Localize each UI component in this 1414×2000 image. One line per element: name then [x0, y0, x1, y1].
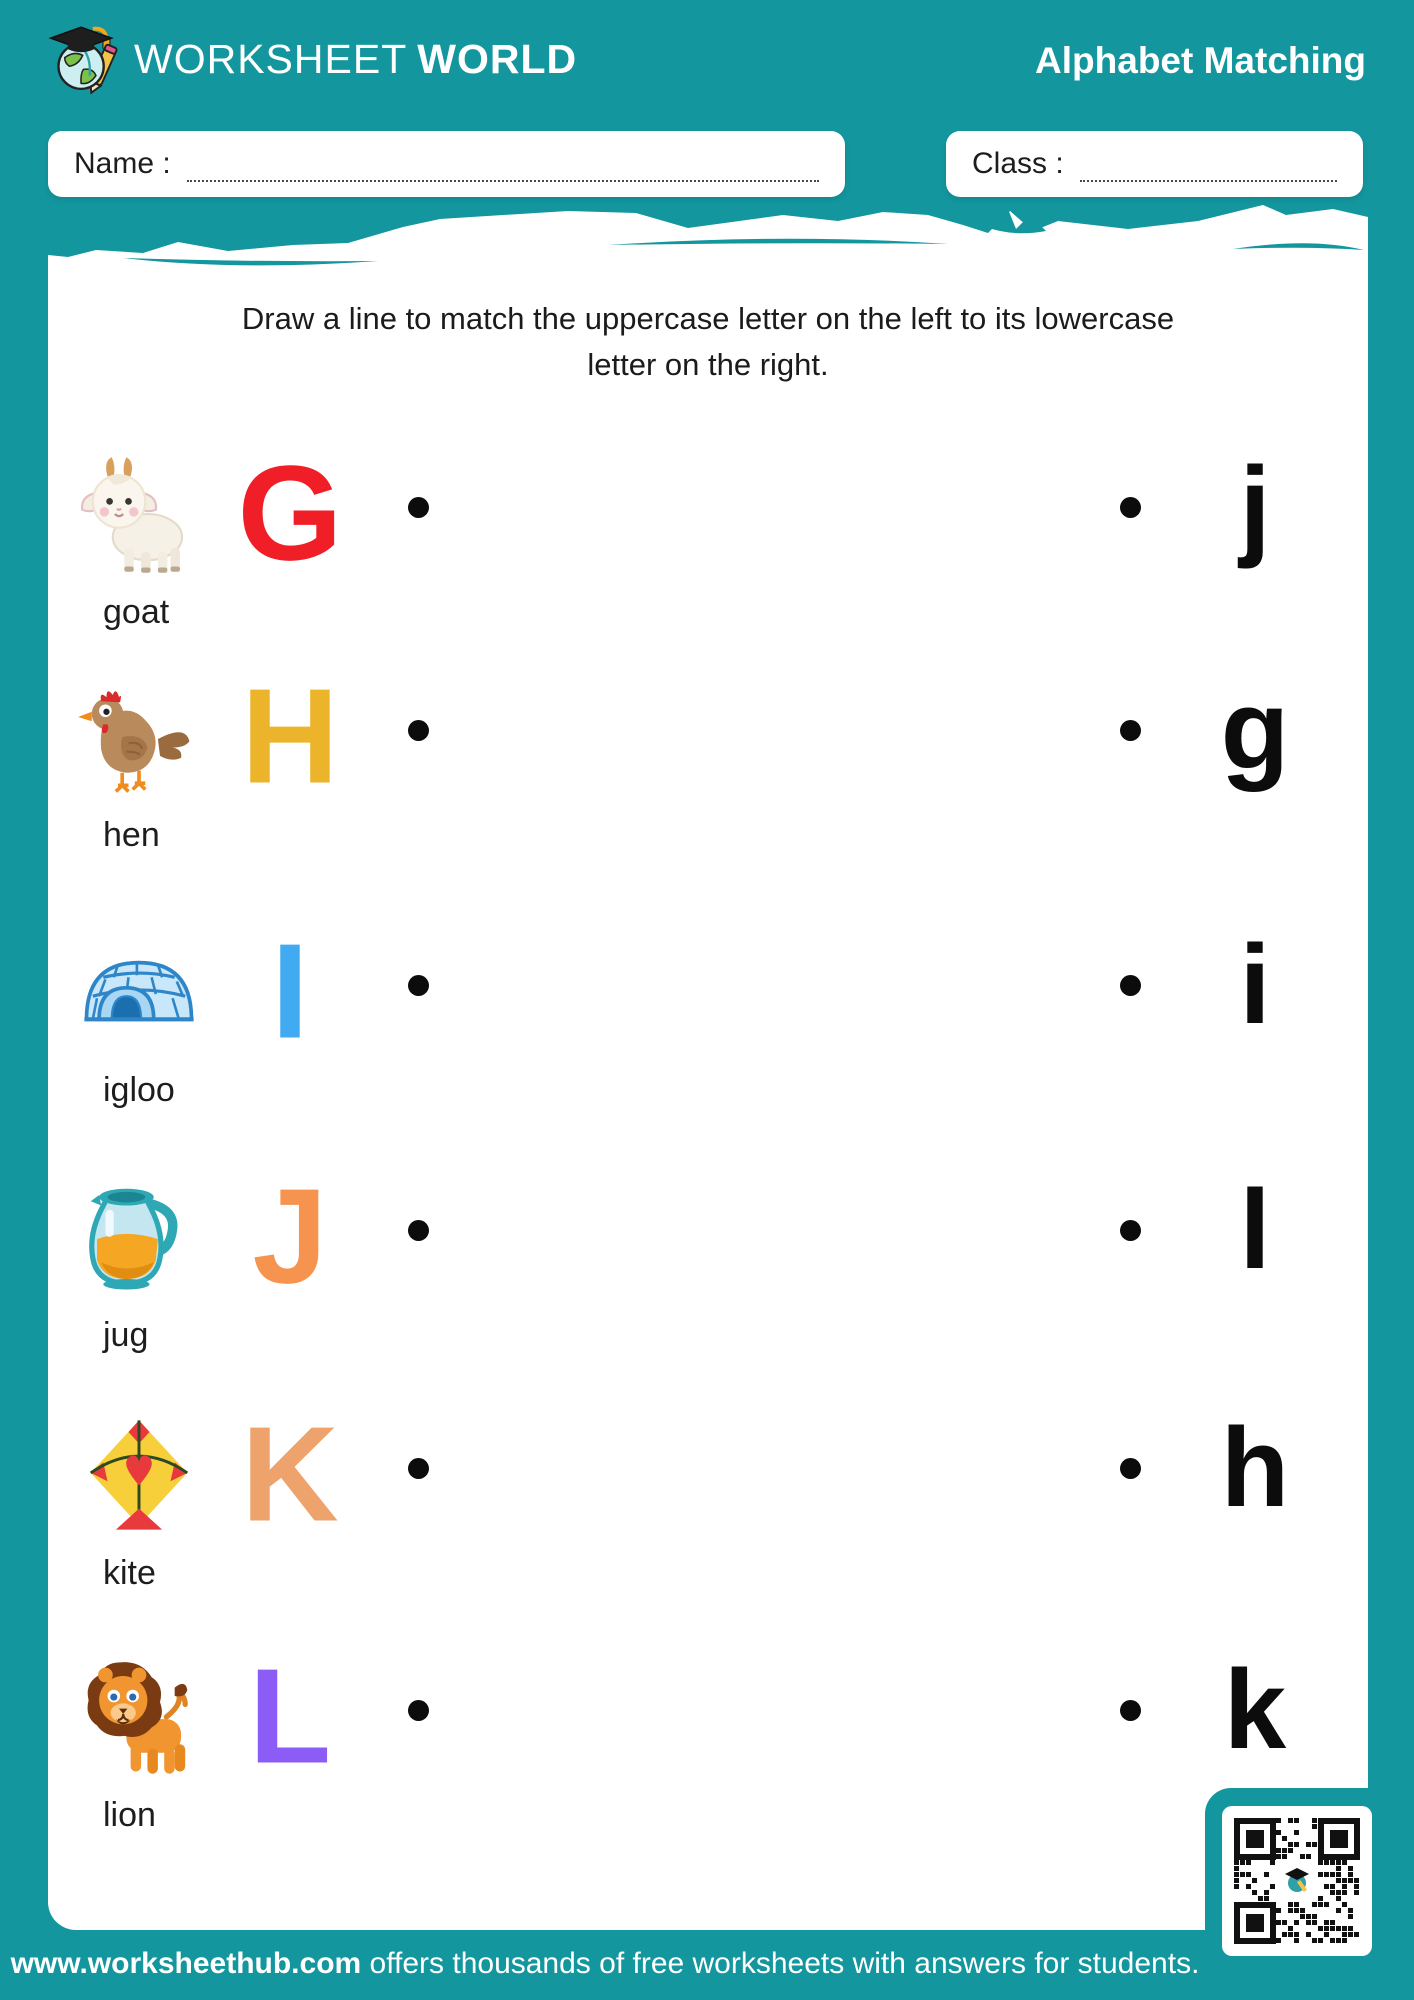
match-dot-right[interactable]: [1120, 1458, 1141, 1479]
lowercase-letter: g: [1220, 667, 1290, 792]
footer-text: [0, 1947, 1210, 1981]
match-dot-left[interactable]: [408, 975, 429, 996]
lowercase-letter: j: [1239, 444, 1271, 569]
match-dot-left[interactable]: [408, 1458, 429, 1479]
match-dot-left[interactable]: [408, 1700, 429, 1721]
row-word-label: hen: [103, 816, 160, 854]
class-input-line[interactable]: [1080, 146, 1337, 182]
lowercase-letter: l: [1239, 1167, 1271, 1292]
instructions-line1: Draw a line to match the uppercase letter on the left to its lowercase: [241, 301, 1175, 336]
match-dot-right[interactable]: [1120, 497, 1141, 518]
match-dot-left[interactable]: [408, 1220, 429, 1241]
brand-second: WORLD: [417, 36, 578, 82]
hen-illustration: [76, 674, 202, 800]
uppercase-letter: J: [252, 1160, 328, 1312]
row-word-label: lion: [103, 1796, 156, 1834]
instructions-line2: letter on the right.: [587, 346, 829, 382]
instructions: [108, 296, 1308, 388]
lowercase-letter: k: [1223, 1647, 1287, 1772]
qr-code: [1222, 1806, 1372, 1956]
brand-first: WORKSHEET: [134, 36, 408, 82]
row-word-label: igloo: [103, 1071, 175, 1109]
page-title: Alphabet Matching: [1035, 40, 1366, 81]
match-dot-right[interactable]: [1120, 720, 1141, 741]
uppercase-letter: H: [241, 660, 339, 812]
kite-illustration: [76, 1412, 202, 1538]
name-input-line[interactable]: [187, 146, 819, 182]
uppercase-letter: G: [237, 437, 343, 589]
worksheet-world-logo-icon: [46, 18, 124, 102]
qr-backdrop: [1205, 1788, 1414, 2000]
jug-illustration: [76, 1174, 202, 1300]
match-dot-right[interactable]: [1120, 1220, 1141, 1241]
row-word-label: goat: [103, 593, 170, 631]
qr-pattern: [1234, 1818, 1360, 1944]
name-field[interactable]: [48, 131, 845, 197]
class-label: Class :: [972, 147, 1064, 180]
match-dot-left[interactable]: [408, 720, 429, 741]
lowercase-letter: h: [1220, 1405, 1290, 1530]
row-word-label: jug: [103, 1316, 149, 1354]
uppercase-letter: L: [248, 1640, 332, 1792]
torn-paper-edge: [48, 195, 1368, 280]
lowercase-letter: i: [1239, 922, 1271, 1047]
uppercase-letter: K: [241, 1398, 339, 1550]
match-dot-right[interactable]: [1120, 975, 1141, 996]
igloo-illustration: [76, 929, 202, 1055]
footer-link[interactable]: www.worksheethub.com: [10, 1947, 362, 1980]
match-dot-left[interactable]: [408, 497, 429, 518]
brand-text: [134, 36, 577, 83]
goat-illustration: [76, 451, 202, 577]
class-field[interactable]: [946, 131, 1363, 197]
match-dot-right[interactable]: [1120, 1700, 1141, 1721]
footer-rest: offers thousands of free worksheets with answers for students.: [361, 1947, 1200, 1980]
uppercase-letter: I: [271, 915, 309, 1067]
name-label: Name :: [74, 147, 171, 180]
lion-illustration: [76, 1654, 202, 1780]
row-word-label: kite: [103, 1554, 156, 1592]
